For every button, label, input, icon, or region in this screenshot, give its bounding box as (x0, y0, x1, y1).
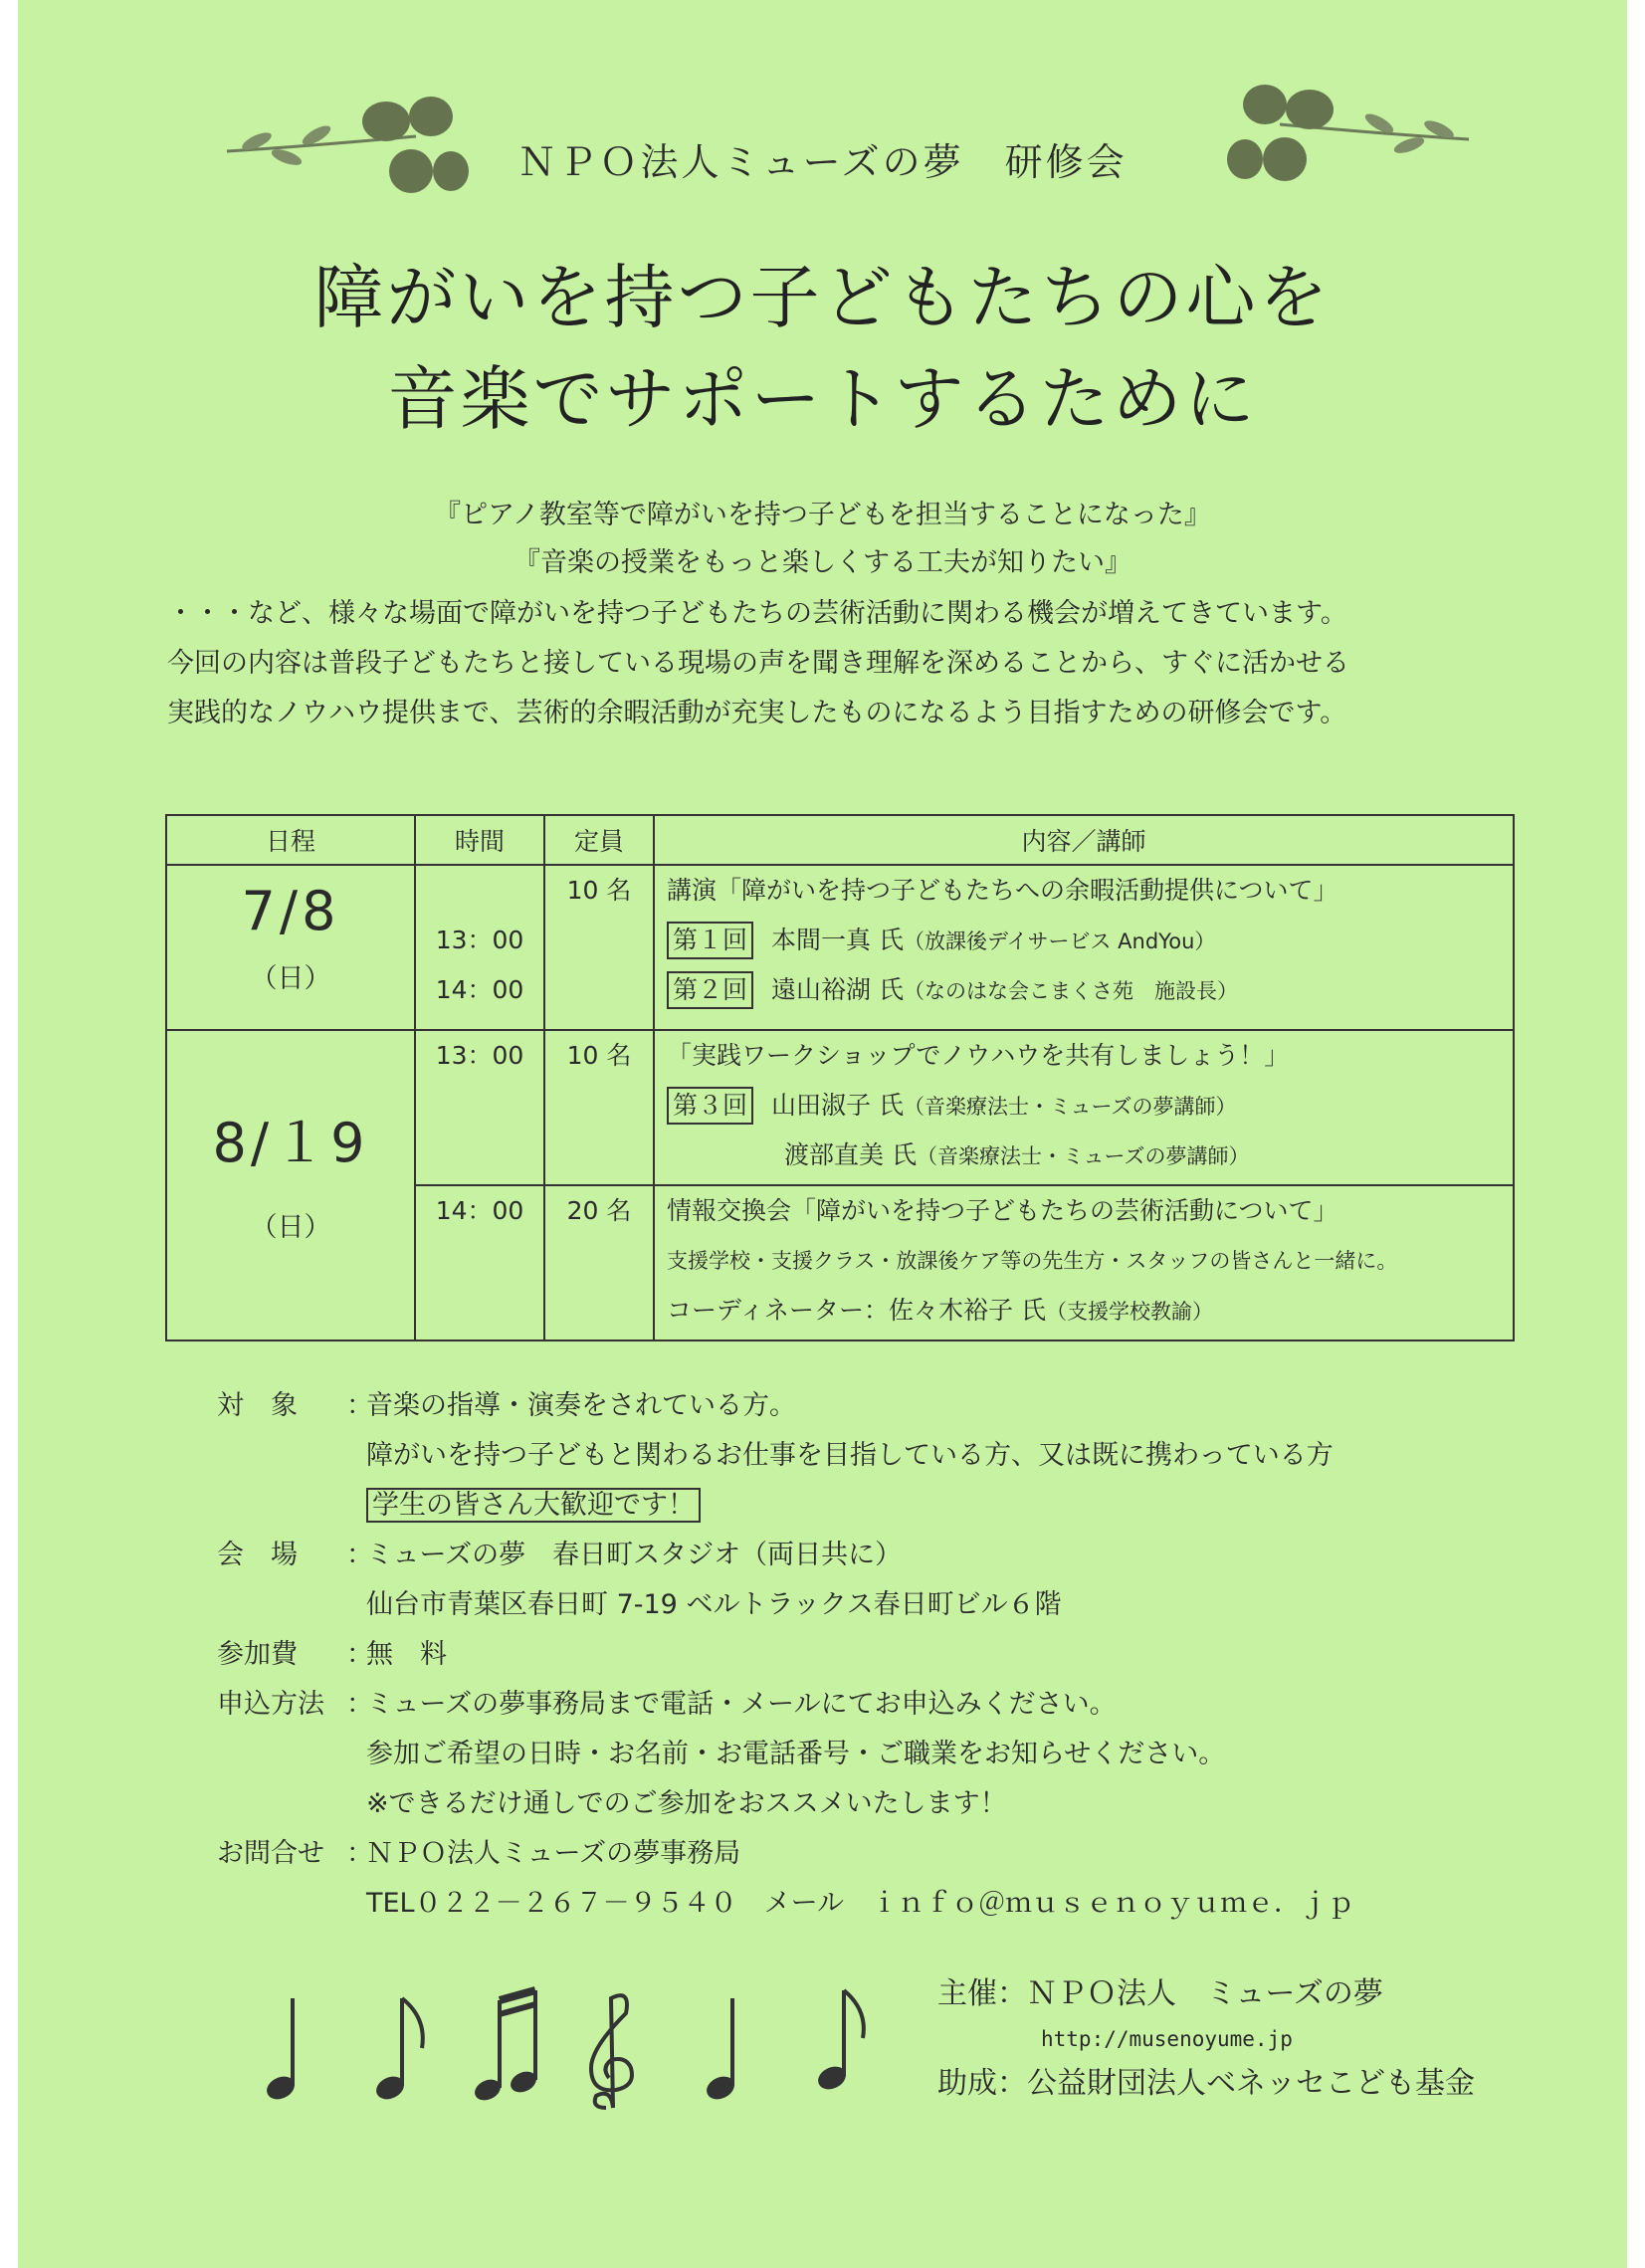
intro-quotes (18, 492, 1627, 587)
time-value: 13：00 (435, 926, 524, 954)
detail-value: ＮＰＯ法人ミューズの夢事務局 (366, 1838, 741, 1869)
detail-value: ※できるだけ通しでのご参加をおススメいたします！ (366, 1788, 1007, 1819)
speaker-affiliation: （音楽療法士・ミューズの夢講師） (916, 1144, 1250, 1168)
detail-label: 参加費 (217, 1639, 298, 1670)
capacity-value: 20 名 (566, 1196, 632, 1225)
detail-target: 対 象 ： 音楽の指導・演奏をされている方。 障がいを持つ子どもと関わるお仕事を目指している方、又は既に携わっている方 学生の皆さん大歓迎です！ (217, 1381, 1560, 1531)
content-cell (654, 1030, 1514, 1185)
col-header-time: 時間 (415, 815, 544, 865)
col-header-capacity: 定員 (544, 815, 654, 865)
exchange-title: 情報交換会「障がいを持つ子どもたちの芸術活動について」 (667, 1196, 1338, 1225)
capacity-value: 10 名 (566, 1041, 632, 1070)
host-line: 主催：ＮＰＯ法人 ミューズの夢 (937, 1976, 1383, 2011)
eighth-note-icon (373, 1998, 423, 2103)
beamed-notes-icon (472, 1990, 538, 2104)
detail-value: 障がいを持つ子どもと関わるお仕事を目指している方、又は既に携わっている方 (366, 1440, 1334, 1471)
website-link[interactable]: http://musenoyume.jp (1041, 2027, 1293, 2051)
capacity-value: 10 名 (566, 876, 632, 905)
time-cell (415, 1030, 544, 1185)
intro-body (167, 589, 1541, 738)
speaker-line (655, 916, 1513, 965)
contact-phone-email: TEL０２２－２６７－９５４０ メール ｉｎｆｏ＠ｍｕｓｅｎｏｙｕｍｅ．ｊｐ (366, 1888, 1355, 1919)
lecture-title: 講演「障がいを持つ子どもたちへの余暇活動提供について」 (667, 876, 1338, 905)
time-value: 14：00 (435, 975, 524, 1004)
capacity-cell (544, 1030, 654, 1185)
exchange-note: 支援学校・支援クラス・放課後ケア等の先生方・スタッフの皆さんと一緒に。 (667, 1249, 1398, 1273)
time-value: 14：00 (435, 1196, 524, 1225)
detail-value: 音楽の指導・演奏をされている方。 (366, 1390, 796, 1421)
speaker-name: 本間一真 氏 (771, 926, 904, 954)
quote-2: 『音楽の授業をもっと楽しくする工夫が知りたい』 (514, 547, 1131, 578)
date-cell (166, 1030, 415, 1340)
quarter-note-icon (704, 1998, 737, 2103)
col-header-content: 内容／講師 (654, 815, 1514, 865)
capacity-cell (544, 865, 654, 1030)
detail-venue: 会 場 ： ミューズの夢 春日町スタジオ（両日共に） 仙台市青葉区春日町 7-19 ベルトラックス春日町ビル６階 (217, 1531, 1560, 1630)
highlight-note: 学生の皆さん大歓迎です！ (366, 1488, 701, 1523)
detail-value: ミューズの夢事務局まで電話・メールにてお申込みください。 (366, 1689, 1117, 1720)
speaker-name: 渡部直美 氏 (784, 1140, 917, 1169)
session-badge: 第１回 (667, 922, 753, 959)
detail-fee: 参加費 ： 無 料 (217, 1630, 1560, 1680)
speaker-name: 山田淑子 氏 (771, 1091, 904, 1120)
coordinator-name: コーディネーター：佐々木裕子 氏 (667, 1296, 1046, 1325)
speaker-affiliation: （放課後デイサービス AndYou） (903, 929, 1216, 953)
event-subtitle: ＮＰＯ法人ミューズの夢 研修会 (517, 140, 1128, 184)
workshop-title: 「実践ワークショップでノウハウを共有しましょう！」 (667, 1041, 1290, 1070)
detail-apply: 申込方法 ： ミューズの夢事務局まで電話・メールにてお申込みください。 参加ご希望の日時・お名前・お電話番号・ご職業をお知らせください。 ※できるだけ通しでのご参加をおススメいたします！ (217, 1680, 1560, 1829)
speaker-affiliation: （音楽療法士・ミューズの夢講師） (903, 1095, 1237, 1119)
detail-value: 仙台市青葉区春日町 7-19 ベルトラックス春日町ビル６階 (366, 1589, 1062, 1620)
eighth-note-icon (815, 1990, 864, 2093)
treble-clef-icon (591, 1995, 632, 2108)
body-line-1: ・・・など、様々な場面で障がいを持つ子どもたちの芸術活動に関わる機会が増えてきています。 (167, 598, 1347, 629)
session-badge: 第３回 (667, 1087, 753, 1125)
speaker-name: 遠山裕湖 氏 (771, 975, 904, 1004)
time-cell (415, 1185, 544, 1340)
detail-contact: お問合せ ： ＮＰＯ法人ミューズの夢事務局 TEL０２２－２６７－９５４０ メール ｉｎｆｏ＠ｍｕｓｅｎｏｙｕｍｅ．ｊｐ (217, 1829, 1560, 1929)
detail-label: 対 象 (217, 1390, 298, 1421)
time-value: 13：00 (435, 1041, 524, 1070)
detail-value: 無 料 (366, 1639, 447, 1670)
capacity-cell (544, 1185, 654, 1340)
page-title (18, 247, 1627, 450)
title-line-2: 音楽でサポートするために (387, 358, 1258, 440)
event-details (217, 1381, 1560, 1929)
schedule-table (165, 814, 1515, 1341)
table-row (166, 1030, 1514, 1185)
col-header-date: 日程 (166, 815, 415, 865)
title-line-1: 障がいを持つ子どもたちの心を (313, 257, 1332, 338)
coordinator-affiliation: （支援学校教諭） (1045, 1300, 1213, 1324)
weekday: （日） (250, 963, 331, 994)
detail-label: 会 場 (217, 1540, 298, 1570)
coordinator-line (655, 1286, 1513, 1336)
flyer-sheet (18, 0, 1627, 2268)
speaker-line (655, 965, 1513, 1015)
content-cell (654, 865, 1514, 1030)
body-line-2: 今回の内容は普段子どもたちと接している現場の声を聞き理解を深めることから、すぐに活かせる (167, 648, 1349, 679)
detail-value: ミューズの夢 春日町スタジオ（両日共に） (366, 1540, 903, 1570)
session-badge: 第２回 (667, 971, 753, 1009)
detail-label: お問合せ (217, 1838, 324, 1869)
content-cell (654, 1185, 1514, 1340)
support-line: 助成：公益財団法人ベネッセこども基金 (937, 2066, 1475, 2101)
quote-1: 『ピアノ教室等で障がいを持つ子どもを担当することになった』 (434, 500, 1211, 530)
time-cell (415, 865, 544, 1030)
body-line-3: 実践的なノウハウ提供まで、芸術的余暇活動が充実したものになるよう目指すための研修会です。 (167, 698, 1347, 728)
table-row (166, 865, 1514, 1030)
quarter-note-icon (264, 1998, 298, 2103)
date-cell (166, 865, 415, 1030)
speaker-line (655, 1131, 1513, 1180)
date-value: 7/8 (241, 880, 340, 942)
detail-value: 参加ご希望の日時・お名前・お電話番号・ご職業をお知らせください。 (366, 1739, 1226, 1769)
sponsor-block (937, 1966, 1554, 2112)
music-notes-decoration (263, 1978, 900, 2118)
weekday: （日） (250, 1212, 331, 1243)
detail-label: 申込方法 (217, 1689, 324, 1720)
date-value: 8/１9 (212, 1112, 369, 1174)
table-header-row (166, 815, 1514, 865)
speaker-affiliation: （なのはな会こまくさ苑 施設長） (903, 979, 1238, 1003)
speaker-line (655, 1081, 1513, 1131)
